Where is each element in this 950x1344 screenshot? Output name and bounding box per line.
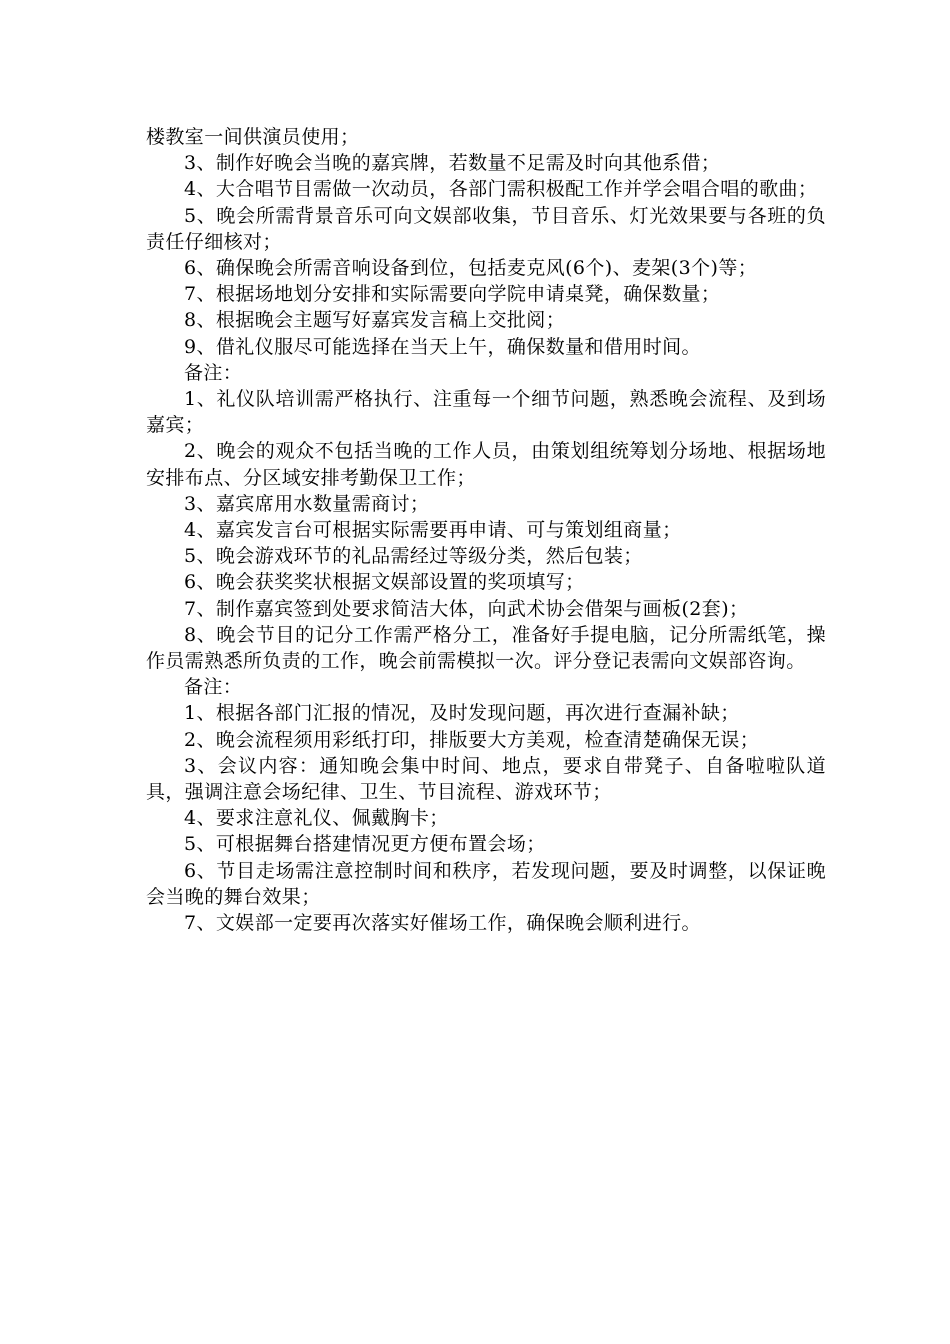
document-body (146, 124, 826, 936)
paragraph-continuation: 楼教室一间供演员使用； (146, 126, 360, 148)
remark-2-item-3: 3、会议内容：通知晚会集中时间、地点，要求自带凳子、自备啦啦队道具，强调注意会场纪律、卫生、节目流程、游戏环节； (146, 754, 826, 804)
paragraph-item-4: 4、大合唱节目需做一次动员，各部门需积极配工作并学会唱合唱的歌曲； (184, 178, 818, 201)
paragraph-item-6: 6、确保晚会所需音响设备到位，包括麦克风(6个)、麦架(3个)等； (184, 257, 758, 280)
remark-2-item-4: 4、要求注意礼仪、佩戴胸卡； (184, 807, 449, 830)
remark-1-item-1: 1、礼仪队培训需严格执行、注重每一个细节问题，熟悉晚会流程、及到场嘉宾； (146, 388, 826, 437)
remark-1-item-5: 5、晚会游戏环节的礼品需经过等级分类，然后包装； (184, 545, 643, 568)
paragraph-item-3: 3、制作好晚会当晚的嘉宾牌，若数量不足需及时向其他系借； (184, 152, 721, 175)
paragraph-item-9: 9、借礼仪服尽可能选择在当天上午，确保数量和借用时间。 (184, 335, 701, 358)
remark-2-item-6: 6、节目走场需注意控制时间和秩序，若发现问题，要及时调整，以保证晚会当晚的舞台效果； (146, 859, 826, 908)
remark-2-item-7: 7、文娱部一定要再次落实好催场工作，确保晚会顺利进行。 (184, 912, 701, 935)
remark-2-item-5: 5、可根据舞台搭建情况更方便布置会场； (184, 833, 546, 856)
remark-1-item-4: 4、嘉宾发言台可根据实际需要再申请、可与策划组商量； (184, 519, 682, 542)
paragraph-item-8: 8、根据晚会主题写好嘉宾发言稿上交批阅； (184, 309, 566, 332)
paragraph-item-7: 7、根据场地划分安排和实际需要向学院申请桌凳，确保数量； (184, 283, 721, 306)
remark-1-item-8: 8、晚会节目的记分工作需严格分工，准备好手提电脑，记分所需纸笔，操作员需熟悉所负责的工作，晚会前需模拟一次。评分登记表需向文娱部咨询。 (146, 623, 826, 673)
remark-1-item-6: 6、晚会获奖奖状根据文娱部设置的奖项填写； (184, 571, 585, 594)
remarks-heading-1: 备注： (184, 361, 243, 384)
remark-1-item-2: 2、晚会的观众不包括当晚的工作人员，由策划组统筹划分场地、根据场地安排布点、分区域安排考勤保卫工作； (146, 440, 826, 489)
remark-2-item-1: 1、根据各部门汇报的情况，及时发现问题，再次进行查漏补缺； (184, 702, 740, 725)
paragraph-item-5: 5、晚会所需背景音乐可向文娱部收集，节目音乐、灯光效果要与各班的负责任仔细核对； (146, 204, 826, 253)
remark-1-item-7: 7、制作嘉宾签到处要求简洁大体，向武术协会借架与画板(2套)； (184, 597, 749, 620)
remark-2-item-2: 2、晚会流程须用彩纸打印，排版要大方美观，检查清楚确保无误； (184, 728, 760, 751)
remark-1-item-3: 3、嘉宾席用水数量需商讨； (184, 492, 430, 515)
remarks-heading-2: 备注： (184, 676, 243, 699)
